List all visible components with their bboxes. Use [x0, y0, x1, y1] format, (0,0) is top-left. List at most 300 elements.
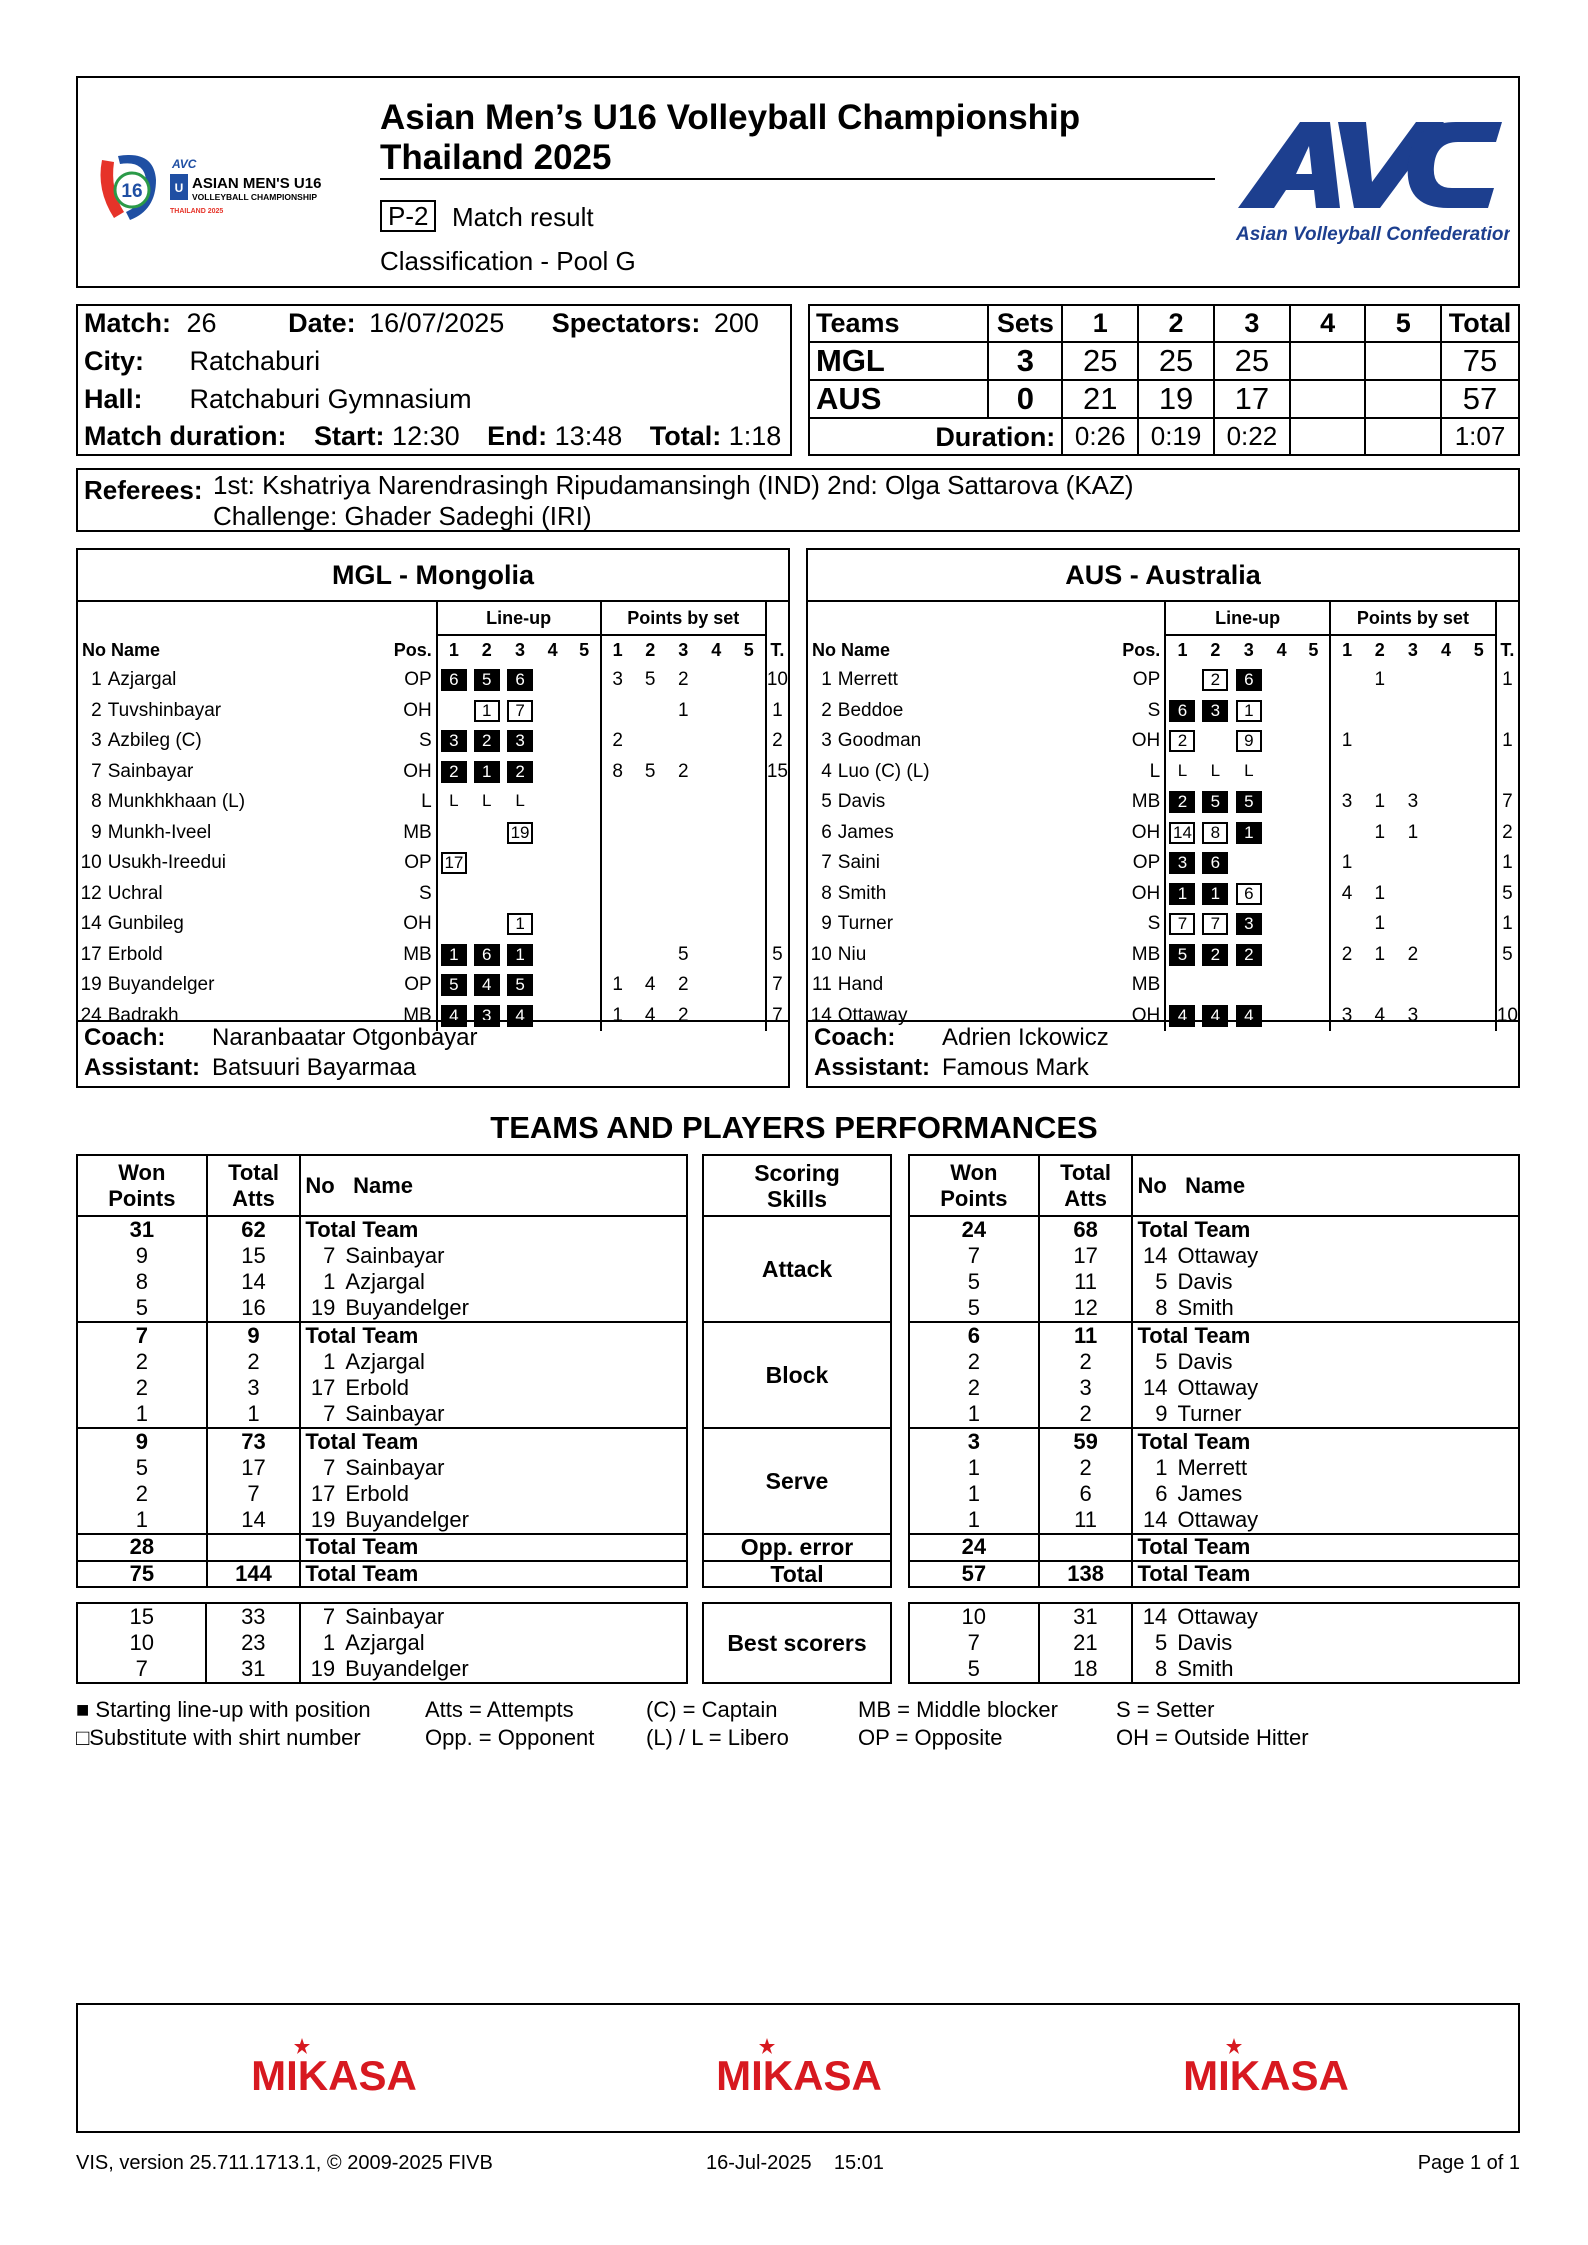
lineup-cell: [1232, 665, 1265, 696]
lineup-cell: [437, 848, 470, 879]
skill-player-row: [909, 1296, 1519, 1323]
score-duration-row: [809, 418, 1519, 455]
lineup-cell: [503, 696, 536, 727]
sponsor-logo-2: [699, 2036, 899, 2101]
player-or-team: [1132, 1402, 1519, 1429]
skill-total-row: [77, 1534, 687, 1561]
won-points: 5: [77, 1455, 207, 1482]
skill-total-row: [77, 1322, 687, 1349]
score-set2: 19: [1138, 380, 1214, 418]
legend-col-4: [858, 1696, 1058, 1752]
set-points: 2: [1341, 943, 1353, 965]
won-points: 15: [77, 1603, 206, 1630]
coach-line: [814, 1024, 1109, 1052]
shirt-number: 1: [322, 1629, 336, 1655]
player-total-points: [766, 879, 788, 910]
shirt-number: 14: [1142, 1603, 1168, 1629]
set-points: 4: [644, 1004, 656, 1026]
set-points: [1429, 1001, 1462, 1032]
starting-position-chip: 4: [1169, 1005, 1195, 1027]
skill-player-row: [909, 1269, 1519, 1296]
total-atts: 2: [1039, 1455, 1133, 1482]
player-number: 1: [821, 669, 832, 691]
set-points: [733, 970, 766, 1001]
won-points: 10: [77, 1630, 206, 1657]
col-total-atts: Total Atts: [1039, 1155, 1133, 1216]
lineup-cell: [569, 818, 601, 849]
player-name: Goodman: [837, 730, 922, 752]
coach-divider: [808, 1020, 1518, 1022]
shirt-number: 1: [1155, 1454, 1168, 1480]
lineup-cell: [1232, 879, 1265, 910]
name: Total Team: [1137, 1560, 1251, 1586]
lineup-cell: [470, 757, 503, 788]
match-label: Match:: [84, 308, 171, 338]
player-name: Hand: [837, 974, 884, 996]
col-total-atts: Total Atts: [207, 1155, 301, 1216]
lineup-cell: [1298, 909, 1330, 940]
player-row: [78, 909, 788, 940]
set-points: 1: [1374, 913, 1386, 935]
set-points: 2: [677, 760, 689, 782]
skill-total-row: [77, 1216, 687, 1243]
player-name: Gunbileg: [107, 913, 184, 935]
best-scorer-row: [77, 1603, 687, 1630]
lineup-cell: [1199, 787, 1232, 818]
set-points: 5: [644, 669, 656, 691]
hall-label: Hall:: [84, 384, 143, 414]
lineup-cell: [1199, 970, 1232, 1001]
lineup-cell: [1298, 757, 1330, 788]
won-points: 2: [77, 1481, 207, 1508]
assistant-line: [814, 1054, 1089, 1082]
set-points: [1429, 665, 1462, 696]
set-points: [1463, 665, 1496, 696]
lineup-cell: [470, 726, 503, 757]
lineup-cell: [503, 818, 536, 849]
player-name: Luo (C) (L): [837, 760, 930, 782]
lineup-cell: [437, 726, 470, 757]
start-label: Start:: [314, 421, 385, 451]
referees-label: Referees:: [84, 475, 203, 505]
col-no-name: No Name: [812, 639, 891, 660]
lineup-cell: [503, 940, 536, 971]
lineup-cell: [437, 757, 470, 788]
col-scoring-skills: Scoring Skills: [703, 1155, 891, 1216]
shirt-number: 19: [310, 1295, 336, 1321]
set-points: [667, 726, 700, 757]
performance-table-aus: [908, 1154, 1520, 1588]
player-or-team: [300, 1322, 687, 1349]
starting-position-chip: 6: [1202, 852, 1228, 874]
name: Ottaway: [1177, 1242, 1259, 1268]
team-name: MGL - Mongolia: [332, 560, 534, 590]
won-points: 1: [909, 1508, 1039, 1535]
lineup-cell: [537, 787, 569, 818]
name: Erbold: [345, 1375, 409, 1401]
player-name: Erbold: [107, 943, 163, 965]
skill-player-row: [77, 1349, 687, 1376]
player-number: 3: [91, 730, 102, 752]
roster-table: [78, 602, 788, 1031]
set-points: [1429, 879, 1462, 910]
classification: Classification - Pool G: [380, 246, 636, 276]
player-row: [808, 696, 1518, 727]
player-or-team: [300, 1269, 687, 1296]
won-points: 75: [77, 1561, 207, 1588]
won-points: 8: [77, 1269, 207, 1296]
player-or-team: [300, 1508, 687, 1535]
skill-row: [703, 1561, 891, 1588]
col-lineup-set: 1: [448, 640, 459, 660]
lineup-cell: [1266, 787, 1298, 818]
name: Sainbayar: [345, 1242, 445, 1268]
starting-position-chip: 1: [1202, 883, 1228, 905]
col-lineup-set: 2: [481, 640, 492, 660]
set-points: 3: [1341, 1004, 1353, 1026]
player-row: [78, 757, 788, 788]
score-set1: 25: [1062, 342, 1138, 380]
lineup-cell: [569, 787, 601, 818]
lineup-cell: [470, 696, 503, 727]
skill-total-row: [77, 1428, 687, 1455]
lineup-cell: [1199, 818, 1232, 849]
total-atts: 14: [207, 1508, 301, 1535]
won-points: 7: [77, 1322, 207, 1349]
starting-position-chip: 6: [1236, 669, 1262, 691]
lineup-cell: [569, 909, 601, 940]
name: Sainbayar: [345, 1454, 445, 1480]
total-atts: 59: [1039, 1428, 1133, 1455]
set-points: [1463, 757, 1496, 788]
lineup-cell: [1298, 1001, 1330, 1032]
player-total-points: [766, 818, 788, 849]
player-position: MB: [394, 940, 437, 971]
player-or-team: [300, 1375, 687, 1402]
legend-col-1: [76, 1696, 371, 1752]
libero-mark: L: [482, 791, 492, 811]
score-head-set4: 4: [1290, 305, 1366, 342]
lineup-cell: [503, 726, 536, 757]
player-row: [78, 879, 788, 910]
total-atts: 14: [207, 1269, 301, 1296]
player-row: [808, 726, 1518, 757]
col-no-name: No Name: [300, 1155, 687, 1216]
player-or-team: [300, 1455, 687, 1482]
player-row: [78, 787, 788, 818]
player-number: 19: [80, 974, 102, 996]
skill-player-row: [77, 1508, 687, 1535]
skill-player-row: [909, 1455, 1519, 1482]
lineup-cell: [1199, 696, 1232, 727]
player-position: OH: [1122, 879, 1165, 910]
score-head-set3: 3: [1214, 305, 1290, 342]
lineup-cell: [1298, 848, 1330, 879]
set-points: [733, 665, 766, 696]
score-head-sets: Sets: [988, 305, 1062, 342]
score-head-set5: 5: [1365, 305, 1441, 342]
lineup-cell: [503, 848, 536, 879]
set-points: 3: [612, 669, 623, 691]
player-position: MB: [394, 818, 437, 849]
player-total-points: 10: [766, 669, 788, 691]
player-row: [808, 787, 1518, 818]
won-points: 1: [77, 1508, 207, 1535]
col-total: T.: [770, 639, 785, 660]
legend-starting: ■ Starting line-up with position: [76, 1697, 371, 1722]
lineup-cell: [503, 879, 536, 910]
starting-position-chip: 2: [1202, 944, 1228, 966]
score-set4: [1290, 380, 1366, 418]
player-position: MB: [1122, 940, 1165, 971]
player-position: OP: [394, 665, 437, 696]
set-points: [733, 696, 766, 727]
footer-timestamp: 16-Jul-2025 15:01: [706, 2152, 884, 2174]
lineup-cell: [437, 818, 470, 849]
score-total: 75: [1441, 342, 1519, 380]
lineup-cell: [1266, 909, 1298, 940]
avc-logo: [1230, 112, 1510, 252]
col-lineup-set: 3: [1243, 640, 1254, 660]
skill-total-row: [77, 1561, 687, 1588]
score-team: AUS: [809, 380, 988, 418]
lineup-cell: [537, 665, 569, 696]
player-position: MB: [394, 1001, 437, 1032]
legend-col-3: [646, 1696, 789, 1752]
player-position: OH: [1122, 726, 1165, 757]
lineup-cell: [537, 1001, 569, 1032]
set-points: 4: [1341, 882, 1353, 904]
scoring-skills-column: [702, 1154, 892, 1588]
duration-set2: 0:19: [1138, 418, 1214, 455]
set-points: 1: [677, 699, 689, 721]
lineup-cell: [503, 909, 536, 940]
lineup-cell: [470, 879, 503, 910]
player-or-team: [300, 1481, 687, 1508]
col-total: T.: [1500, 639, 1515, 660]
substitute-chip: 19: [507, 822, 533, 844]
starting-position-chip: 2: [441, 761, 467, 783]
won-points: 5: [909, 1656, 1039, 1683]
total-atts: 12: [1039, 1296, 1133, 1323]
lineup-cell: [1165, 726, 1198, 757]
set-points: [700, 1001, 733, 1032]
set-points: [700, 970, 733, 1001]
team-name: AUS - Australia: [1065, 560, 1261, 590]
assistant-line: [84, 1054, 416, 1082]
document-code: P-2: [380, 200, 436, 232]
starting-position-chip: 5: [441, 974, 467, 996]
player-number: 4: [821, 760, 832, 782]
won-points: 2: [909, 1375, 1039, 1402]
starting-position-chip: 1: [1169, 883, 1195, 905]
coach-label: Coach:: [814, 1024, 896, 1051]
starting-position-chip: 4: [441, 1005, 467, 1027]
skill-total-row: [909, 1322, 1519, 1349]
player-position: OH: [1122, 818, 1165, 849]
set-points: [733, 1001, 766, 1032]
hall-line: [84, 384, 472, 415]
starting-position-chip: 3: [1169, 852, 1195, 874]
set-points: [700, 818, 733, 849]
player-or-team: [300, 1349, 687, 1376]
score-set3: 17: [1214, 380, 1290, 418]
svg-text:VOLLEYBALL CHAMPIONSHIP: VOLLEYBALL CHAMPIONSHIP: [192, 192, 317, 202]
set-points: [634, 940, 667, 971]
lineup-cell: [470, 818, 503, 849]
lineup-cell: [437, 970, 470, 1001]
name: Smith: [1177, 1295, 1234, 1321]
substitute-chip: 1: [507, 913, 533, 935]
player-number: 24: [80, 1004, 102, 1026]
player-or-team: [1132, 1561, 1519, 1588]
score-set2: 25: [1138, 342, 1214, 380]
skill-row: [703, 1322, 891, 1428]
shirt-number: 14: [1143, 1375, 1168, 1401]
won-points: 28: [77, 1534, 207, 1561]
lineup-cell: [470, 665, 503, 696]
player-or-team: [300, 1216, 687, 1243]
match-number: 26: [186, 308, 217, 338]
lineup-cell: [1199, 909, 1232, 940]
set-points: 2: [677, 974, 689, 996]
name: Sainbayar: [345, 1603, 445, 1629]
player-or-team: [300, 1428, 687, 1455]
name: Total Team: [1137, 1428, 1251, 1454]
won-points: 2: [909, 1349, 1039, 1376]
won-points: 7: [77, 1656, 206, 1683]
set-points: 3: [1341, 791, 1353, 813]
starting-position-chip: 3: [507, 730, 533, 752]
lineup-header: Line-up: [437, 602, 601, 635]
event-logo: [94, 150, 364, 230]
player-position: S: [394, 726, 437, 757]
name: Turner: [1177, 1401, 1242, 1427]
coach-name: Adrien Ickowicz: [942, 1024, 1109, 1051]
shirt-number: 9: [1155, 1401, 1168, 1427]
lineup-cell: [1266, 879, 1298, 910]
player-total-points: 15: [766, 760, 788, 782]
player-row: [808, 879, 1518, 910]
legend-substitute: □Substitute with shirt number: [76, 1725, 361, 1750]
svg-text:AVC: AVC: [172, 157, 197, 171]
won-points: 7: [909, 1243, 1039, 1270]
player-or-team: [1132, 1243, 1519, 1270]
skill-name: Opp. error: [703, 1534, 891, 1561]
lineup-cell: [503, 757, 536, 788]
lineup-header: Line-up: [1165, 602, 1330, 635]
score-set4: [1290, 342, 1366, 380]
lineup-cell: [569, 970, 601, 1001]
skill-row: [703, 1216, 891, 1322]
shirt-number: 14: [1143, 1507, 1168, 1533]
total-atts: 17: [1039, 1243, 1133, 1270]
skill-total-row: [909, 1216, 1519, 1243]
player-position: L: [1122, 757, 1165, 788]
set-points: [733, 940, 766, 971]
name: Azjargal: [345, 1269, 425, 1295]
starting-position-chip: 2: [1236, 944, 1262, 966]
lineup-cell: [1199, 848, 1232, 879]
duration-total: 1:07: [1441, 418, 1519, 455]
shirt-number: 5: [1154, 1629, 1168, 1655]
player-total-points: 5: [772, 943, 783, 965]
footer-version: VIS, version 25.711.1713.1, © 2009-2025 FIVB: [76, 2152, 493, 2174]
col-points-set: 2: [1374, 640, 1385, 660]
set-points: [1429, 848, 1462, 879]
legend-captain: (C) = Captain: [646, 1697, 778, 1722]
player-name: Saini: [837, 852, 881, 874]
set-points: [1330, 696, 1363, 727]
player-row: [78, 940, 788, 971]
score-set3: 25: [1214, 342, 1290, 380]
lineup-cell: [1266, 726, 1298, 757]
lineup-cell: [1165, 787, 1198, 818]
total-atts: [207, 1534, 301, 1561]
total-atts: 7: [207, 1481, 301, 1508]
legend-opp: Opp. = Opponent: [425, 1725, 595, 1750]
skill-player-row: [77, 1402, 687, 1429]
total-atts: 62: [207, 1216, 301, 1243]
player-position: OP: [394, 848, 437, 879]
player-position: S: [1122, 909, 1165, 940]
lineup-cell: [1165, 696, 1198, 727]
referees-line-2: Challenge: Ghader Sadeghi (IRI): [213, 501, 592, 531]
name: Sainbayar: [345, 1401, 445, 1427]
set-points: [1330, 757, 1363, 788]
player-row: [78, 726, 788, 757]
legend-mb: MB = Middle blocker: [858, 1697, 1058, 1722]
set-points: [733, 757, 766, 788]
set-points: [667, 848, 700, 879]
lineup-cell: [1165, 909, 1198, 940]
skill-player-row: [77, 1243, 687, 1270]
set-points: 2: [1407, 943, 1419, 965]
date-value: 16/07/2025: [369, 308, 505, 338]
player-total-points: 1: [1502, 730, 1513, 752]
lineup-cell: [537, 940, 569, 971]
roster-col-header: [78, 635, 788, 665]
set-points: [1463, 909, 1496, 940]
name: James: [1177, 1481, 1243, 1507]
player-position: OH: [394, 696, 437, 727]
player-total-points: 10: [1496, 1004, 1518, 1026]
shirt-number: 6: [1155, 1481, 1168, 1507]
lineup-cell: [1165, 848, 1198, 879]
shirt-number: 7: [322, 1603, 336, 1629]
starting-position-chip: 2: [1169, 791, 1195, 813]
roster-table: [808, 602, 1518, 1031]
set-points: [1429, 909, 1462, 940]
set-points: [1396, 696, 1429, 727]
player-total-points: 7: [1502, 791, 1513, 813]
col-points-set: 4: [711, 640, 722, 660]
starting-position-chip: 2: [474, 730, 500, 752]
starting-position-chip: 3: [441, 730, 467, 752]
duration-label-cell: Duration:: [809, 418, 1062, 455]
player-number: 3: [821, 730, 832, 752]
duration-set4: [1290, 418, 1366, 455]
lineup-cell: [1298, 879, 1330, 910]
lineup-cell: [569, 726, 601, 757]
player-name: Badrakh: [107, 1004, 179, 1026]
best-scorers-label: Best scorers: [727, 1629, 867, 1656]
name: Davis: [1177, 1348, 1233, 1374]
col-lineup-set: 2: [1210, 640, 1221, 660]
player-name: Azjargal: [107, 669, 177, 691]
player: [300, 1603, 687, 1630]
starting-position-chip: 3: [1236, 913, 1262, 935]
